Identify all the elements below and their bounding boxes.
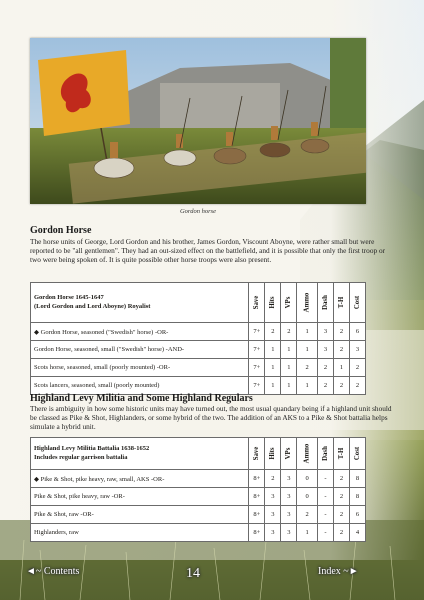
column-header-th: T-H (334, 438, 350, 470)
section-heading-highland-levy: Highland Levy Militia and Some Highland Regulars (30, 393, 253, 404)
column-header-dash: Dash (318, 438, 334, 470)
table-row: Scots lancers, seasoned, small (poorly mounted) 7+ 1 1 1 2 2 2 (31, 377, 366, 395)
table-title (31, 438, 249, 470)
column-header-ammo: Ammo (297, 283, 318, 323)
table-row: ◆ Gordon Horse, seasoned ("Swedish" horse) -OR- 7+ 2 2 1 3 2 6 (31, 323, 366, 341)
section-paragraph-gordon-horse: The horse units of George, Lord Gordon and his brother, James Gordon, Viscount Aboyne, were rather small but were reported to be "all gentlemen". They had an out-sized effect on the battlefield, and it is possible that only the first troop or two were being spoken of. It is quite possible other horse troops were also present. (30, 237, 386, 264)
column-header-cost: Cost (350, 438, 366, 470)
table-row: Pike & Shot, pike heavy, raw -OR- 8+ 3 3 0 - 2 8 (31, 488, 366, 506)
table-row: Pike & Shot, raw -OR- 8+ 3 3 2 - 2 6 (31, 506, 366, 524)
column-header-vps: VPs (281, 438, 297, 470)
gordon-horse-table (30, 282, 366, 395)
table-title-line2: Includes regular garrison battalia (34, 453, 128, 461)
column-header-cost: Cost (350, 283, 366, 323)
table-title-line1: Highland Levy Militia Battalia 1638-1652 (34, 445, 150, 452)
contents-link[interactable] (26, 566, 79, 577)
page-number: 14 (186, 566, 200, 581)
section-paragraph-highland-levy: There is ambiguity in how some historic units may have turned out, the most usual quandary being if a highland unit should be classed as Pike & Shot, Highlanders, or some hybrid of the two. The addition of an AKS to a Pike & Shot battalia helps simulate a hybrid unit. (30, 404, 392, 431)
gordon-horse-photo (30, 38, 366, 204)
column-header-vps: VPs (281, 283, 297, 323)
column-header-ammo: Ammo (297, 438, 318, 470)
left-flourish-icon: ◄~ (26, 566, 42, 577)
column-header-dash: Dash (318, 283, 334, 323)
table-row: ◆ Pike & Shot, pike heavy, raw, small, AKS -OR- 8+ 2 3 0 - 2 8 (31, 470, 366, 488)
column-header-save: Save (249, 438, 265, 470)
column-header-save: Save (249, 283, 265, 323)
right-flourish-icon: ~► (343, 566, 359, 577)
section-heading-gordon-horse: Gordon Horse (30, 225, 92, 236)
contents-link-label: Contents (43, 566, 80, 577)
table-title (31, 283, 249, 323)
table-title-line1: Gordon Horse 1645-1647 (34, 294, 104, 301)
column-header-hits: Hits (265, 283, 281, 323)
highland-levy-table (30, 437, 366, 542)
column-header-hits: Hits (265, 438, 281, 470)
index-link-label: Index (318, 566, 341, 577)
table-row: Scots horse, seasoned, small (poorly mounted) -OR- 7+ 1 1 2 2 1 2 (31, 359, 366, 377)
column-header-th: T-H (334, 283, 350, 323)
index-link[interactable] (318, 566, 359, 577)
table-title-line2: (Lord Gordon and Lord Aboyne) Royalist (34, 302, 151, 310)
table-row: Highlanders, raw 8+ 3 3 1 - 2 4 (31, 524, 366, 542)
photo-caption: Gordon horse (179, 208, 217, 215)
table-row: Gordon Horse, seasoned, small ("Swedish" horse) -AND- 7+ 1 1 1 3 2 3 (31, 341, 366, 359)
